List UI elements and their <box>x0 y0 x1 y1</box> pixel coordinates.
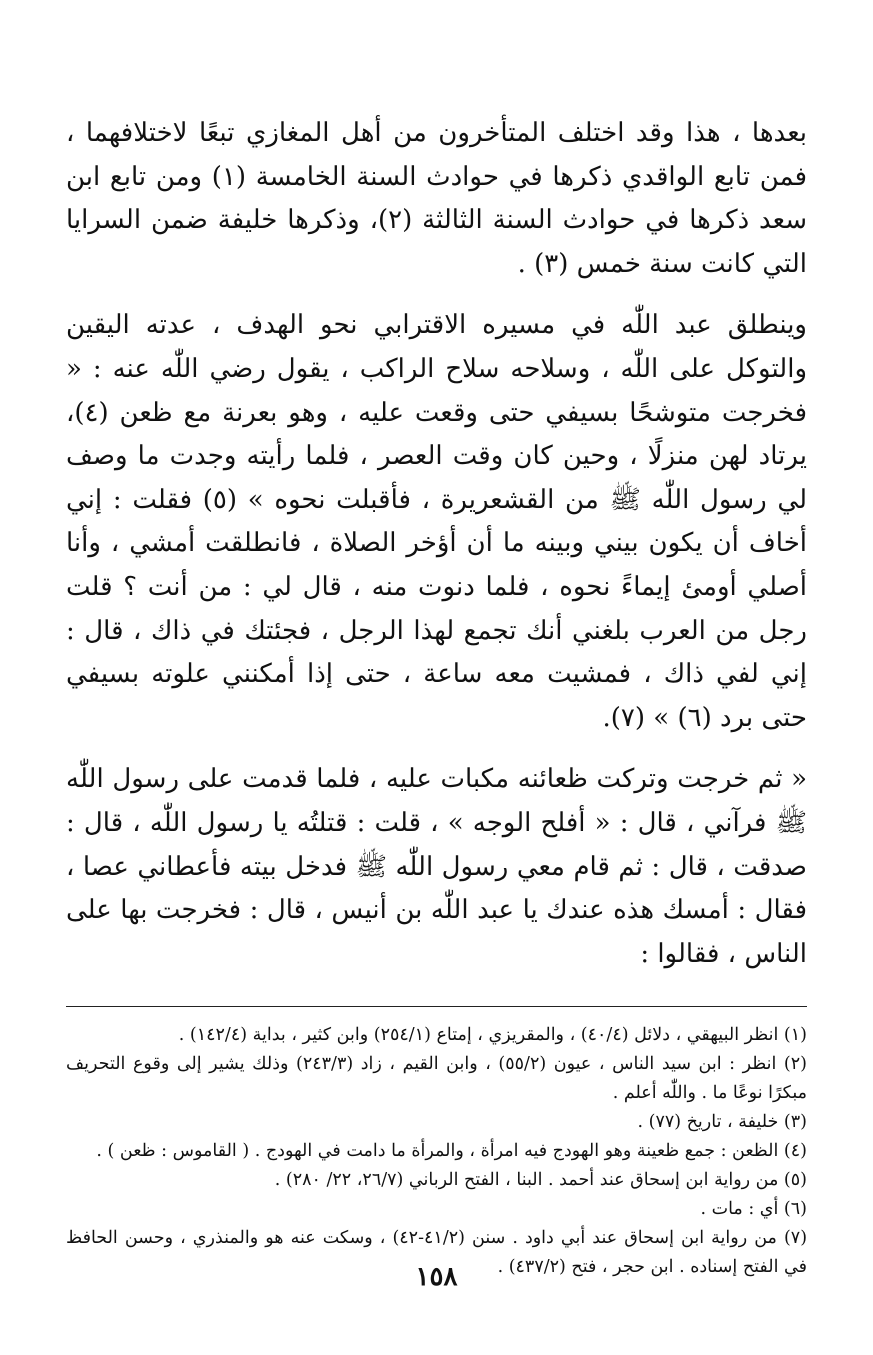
footnote-2: (٢) انظر : ابن سيد الناس ، عيون (٥٥/٢) ، وابن القيم ، زاد (٢٤٣/٣) وذلك يشير إلى وقوع التحريف مبكرًا نوعًا ما . واللّٰه أعلم . <box>66 1054 807 1104</box>
footnote-3: (٣) خليفة ، تاريخ (٧٧) . <box>637 1112 807 1133</box>
main-text <box>66 112 807 976</box>
footnote-divider <box>66 1006 807 1007</box>
footnote-4: (٤) الظعن : جمع ظعينة وهو الهودج فيه امرأة ، والمرأة ما دامت في الهودج . ( القاموس : ظعن ) . <box>96 1141 807 1162</box>
paragraph-1: بعدها ، هذا وقد اختلف المتأخرون من أهل المغازي تبعًا لاختلافهما ، فمن تابع الواقدي ذكرها في حوادث السنة الخامسة (١) ومن تابع ابن سعد ذكرها في حوادث السنة الثالثة (٢)، وذكرها خليفة ضمن السرايا التي كانت سنة خمس (٣) . <box>66 118 808 279</box>
footnote-7: (٧) من رواية ابن إسحاق عند أبي داود . سنن (٤١/٢-٤٢) ، وسكت عنه هو والمنذري ، وحسن الحافظ في الفتح إسناده . ابن حجر ، فتح (٤٣٧/٢) . <box>66 1228 808 1278</box>
paragraph-2: وينطلق عبد اللّٰه في مسيره الاقترابي نحو الهدف ، عدته اليقين والتوكل على اللّٰه ، وسلاحه سلاح الراكب ، يقول رضي اللّٰه عنه : « فخرجت متوشحًا بسيفي حتى وقعت عليه ، وهو بعرنة مع ظعن (٤)، يرتاد لهن منزلًا ، وحين كان وقت العصر ، فلما رأيته وجدت ما وصف لي رسول اللّٰه ﷺ من القشعريرة ، فأقبلت نحوه » (٥) فقلت : إني أخاف أن يكون بيني وبينه ما أن أؤخر الصلاة ، فانطلقت أمشي ، وأنا أصلي أومئ إيماءً نحوه ، فلما دنوت منه ، قال لي : من أنت ؟ قلت رجل من العرب بلغني أنك تجمع لهذا الرجل ، فجئتك في ذاك ، قال : إني لفي ذاك ، فمشيت معه ساعة ، حتى إذا أمكنني علوته بسيفي حتى برد (٦) » (٧). <box>66 310 807 733</box>
paragraph-3: « ثم خرجت وتركت ظعائنه مكبات عليه ، فلما قدمت على رسول اللّٰه ﷺ فرآني ، قال : « أفلح الوجه » ، قلت : قتلتُه يا رسول اللّٰه ، قال : صدقت ، قال : ثم قام معي رسول اللّٰه ﷺ فدخل بيته فأعطاني عصا ، فقال : أمسك هذه عندك يا عبد اللّٰه بن أنيس ، قال : فخرجت بها على الناس ، فقالوا : <box>66 764 807 969</box>
footnotes <box>66 1021 807 1282</box>
page-number: ١٥٨ <box>415 1262 458 1292</box>
footnote-6: (٦) أي : مات . <box>700 1199 807 1220</box>
footnote-1: (١) انظر البيهقي ، دلائل (٤٠/٤) ، والمقريزي ، إمتاع (٢٥٤/١) وابن كثير ، بداية (١٤٢/٤) . <box>178 1025 807 1046</box>
footnote-5: (٥) من رواية ابن إسحاق عند أحمد . البنا ، الفتح الرباني (٢٦/٧، ٢٢/ ٢٨٠) . <box>274 1170 807 1191</box>
